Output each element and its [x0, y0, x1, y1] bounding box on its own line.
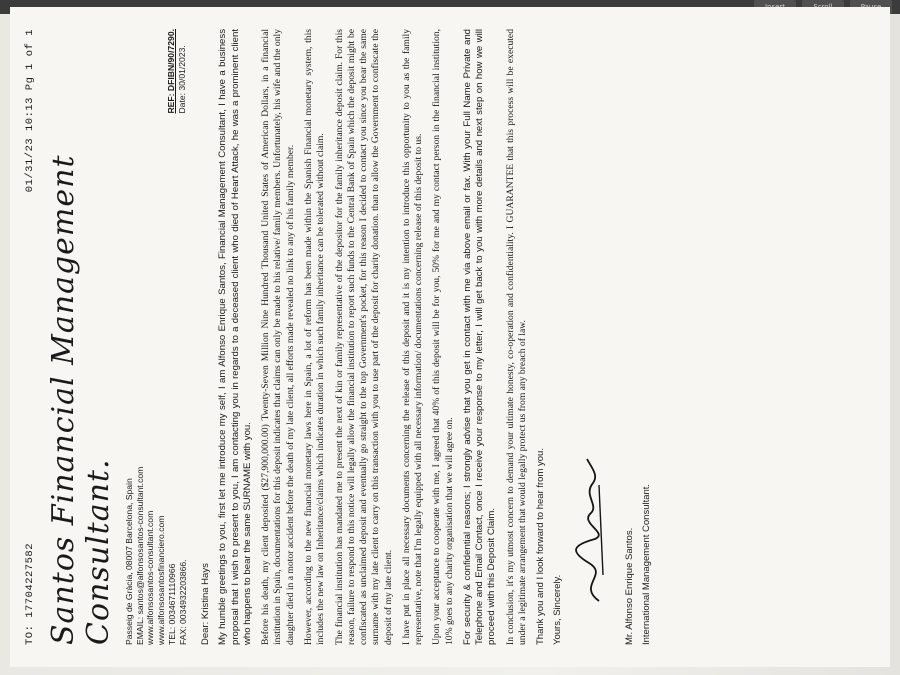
address: Passeig de Gràcia, 08007 Barcelona, Spain — [124, 478, 134, 645]
letter-date: Date: 30/01/2023. — [177, 45, 188, 114]
telephone: TEL: 0034671110966 — [166, 563, 177, 645]
sender-title: International Management Consultant. — [641, 483, 653, 645]
paragraph: For security & confidential reasons; I strongly advise that you get in contact with me via above email or fax. With your Full Name Private and Telephone and Email Contact, once I receive your response to my letter, I will get back to you with more details and next step on how we will proceed with this Deposit Claim. — [461, 29, 498, 645]
closing-sincerely: Yours, Sincerely. — [552, 574, 564, 645]
paragraph: The financial institution has mandated me to present the next of kin or family representative of the depositor for the family inheritance deposit claim. For this reason, failure to respond to this notice will legally allow the financial institution to report such funds to the Central Bank of Spain which the deposit might be confiscated as unclaimed deposit and eventually go straight to the top Government's pocket, for this reason I decided to contact you since you bear the same surname with my late client to carry on this transaction with you to use part of the deposit for charity donation. than to allow the Government to confiscate the deposit of my late client. — [333, 29, 394, 645]
fax-recipient: TO: 17704227582 — [24, 542, 36, 645]
handwritten-signature — [569, 29, 618, 605]
reference-number: REF: DFIBN/90/7290. — [166, 29, 177, 114]
signature-scribble — [569, 455, 613, 605]
company-name: Santos Financial Management Consultant. — [46, 154, 116, 645]
salutation: Dear: Kristina Hays — [200, 563, 212, 645]
fax-timestamp: 01/31/23 10:13 Pg 1 of 1 — [24, 29, 36, 193]
fax-header — [24, 29, 36, 645]
paragraph: In conclusion, it's my utmost concern to demand your ultimate honesty, co-operation and confidentiality. I GUARANTEE that this process will be executed under a legitimate arrangement that would legally protect us from any breach of law. — [504, 29, 528, 645]
fax-letter — [10, 7, 890, 667]
paragraph: Before his death, my client deposited ($27,900,000.00) Twenty-Seven Million Nine Hundred Thousand United States of American Dollars, in a financial institution in Spain, documentations for this deposit indicates that claims can only be made to his relative/ family members. Unfortunately, his wife and the only daughter died in a motor accident before the death of my late client, all efforts made revealed no link to any of his family member. — [260, 29, 296, 645]
email: EMAIL: santos@alfonsosantos-consultant.com — [134, 466, 145, 645]
paragraph: However, according to the new financial monetary laws here in Spain, a lot of reform has been made within the Spanish Financial monetary system, this includes the new law on Inheritance/claims which indicates duration in which such family inheritance can be tolerated without claim. — [303, 29, 327, 645]
letterhead — [124, 29, 188, 645]
paragraph: I have put in place all necessary documents concerning the release of this deposit and it is my intention to introduce this opportunity to you as the family representative, note that I'm legally equipped with all necessary information/ documentations concerning release of this deposit to us. — [400, 29, 425, 645]
paragraph: Upon your acceptance to cooperate with me, I agreed that 40% of this deposit will be for you, 50% for me and my contact person in the financial institution, 10% goes to any charity organisation that we will agree on. — [431, 29, 455, 645]
fax-number: FAX: 0034932203866. — [177, 559, 188, 645]
sender-name: Mr. Alfonso Enrique Santos. — [624, 527, 636, 645]
website: www.alfonsosantos-consultant.com — [145, 510, 156, 645]
website: www.alfonsosantosfinanciero.com — [156, 515, 167, 645]
contact-block — [124, 467, 188, 645]
paragraph: My humble greetings to you, first let me introduce my self, I am Alfonso Enrique Santos, Financial Management Consultant, I have a business proposal that I wish to present to you, I am contacting you in regards to a deceased client who died of Heart Attack, he was a prominent client who happens to bear the same SURNAME with you. — [217, 29, 253, 645]
reference-block — [166, 29, 188, 114]
closing-thanks: Thank you and I look forward to hear from you. — [535, 448, 547, 645]
